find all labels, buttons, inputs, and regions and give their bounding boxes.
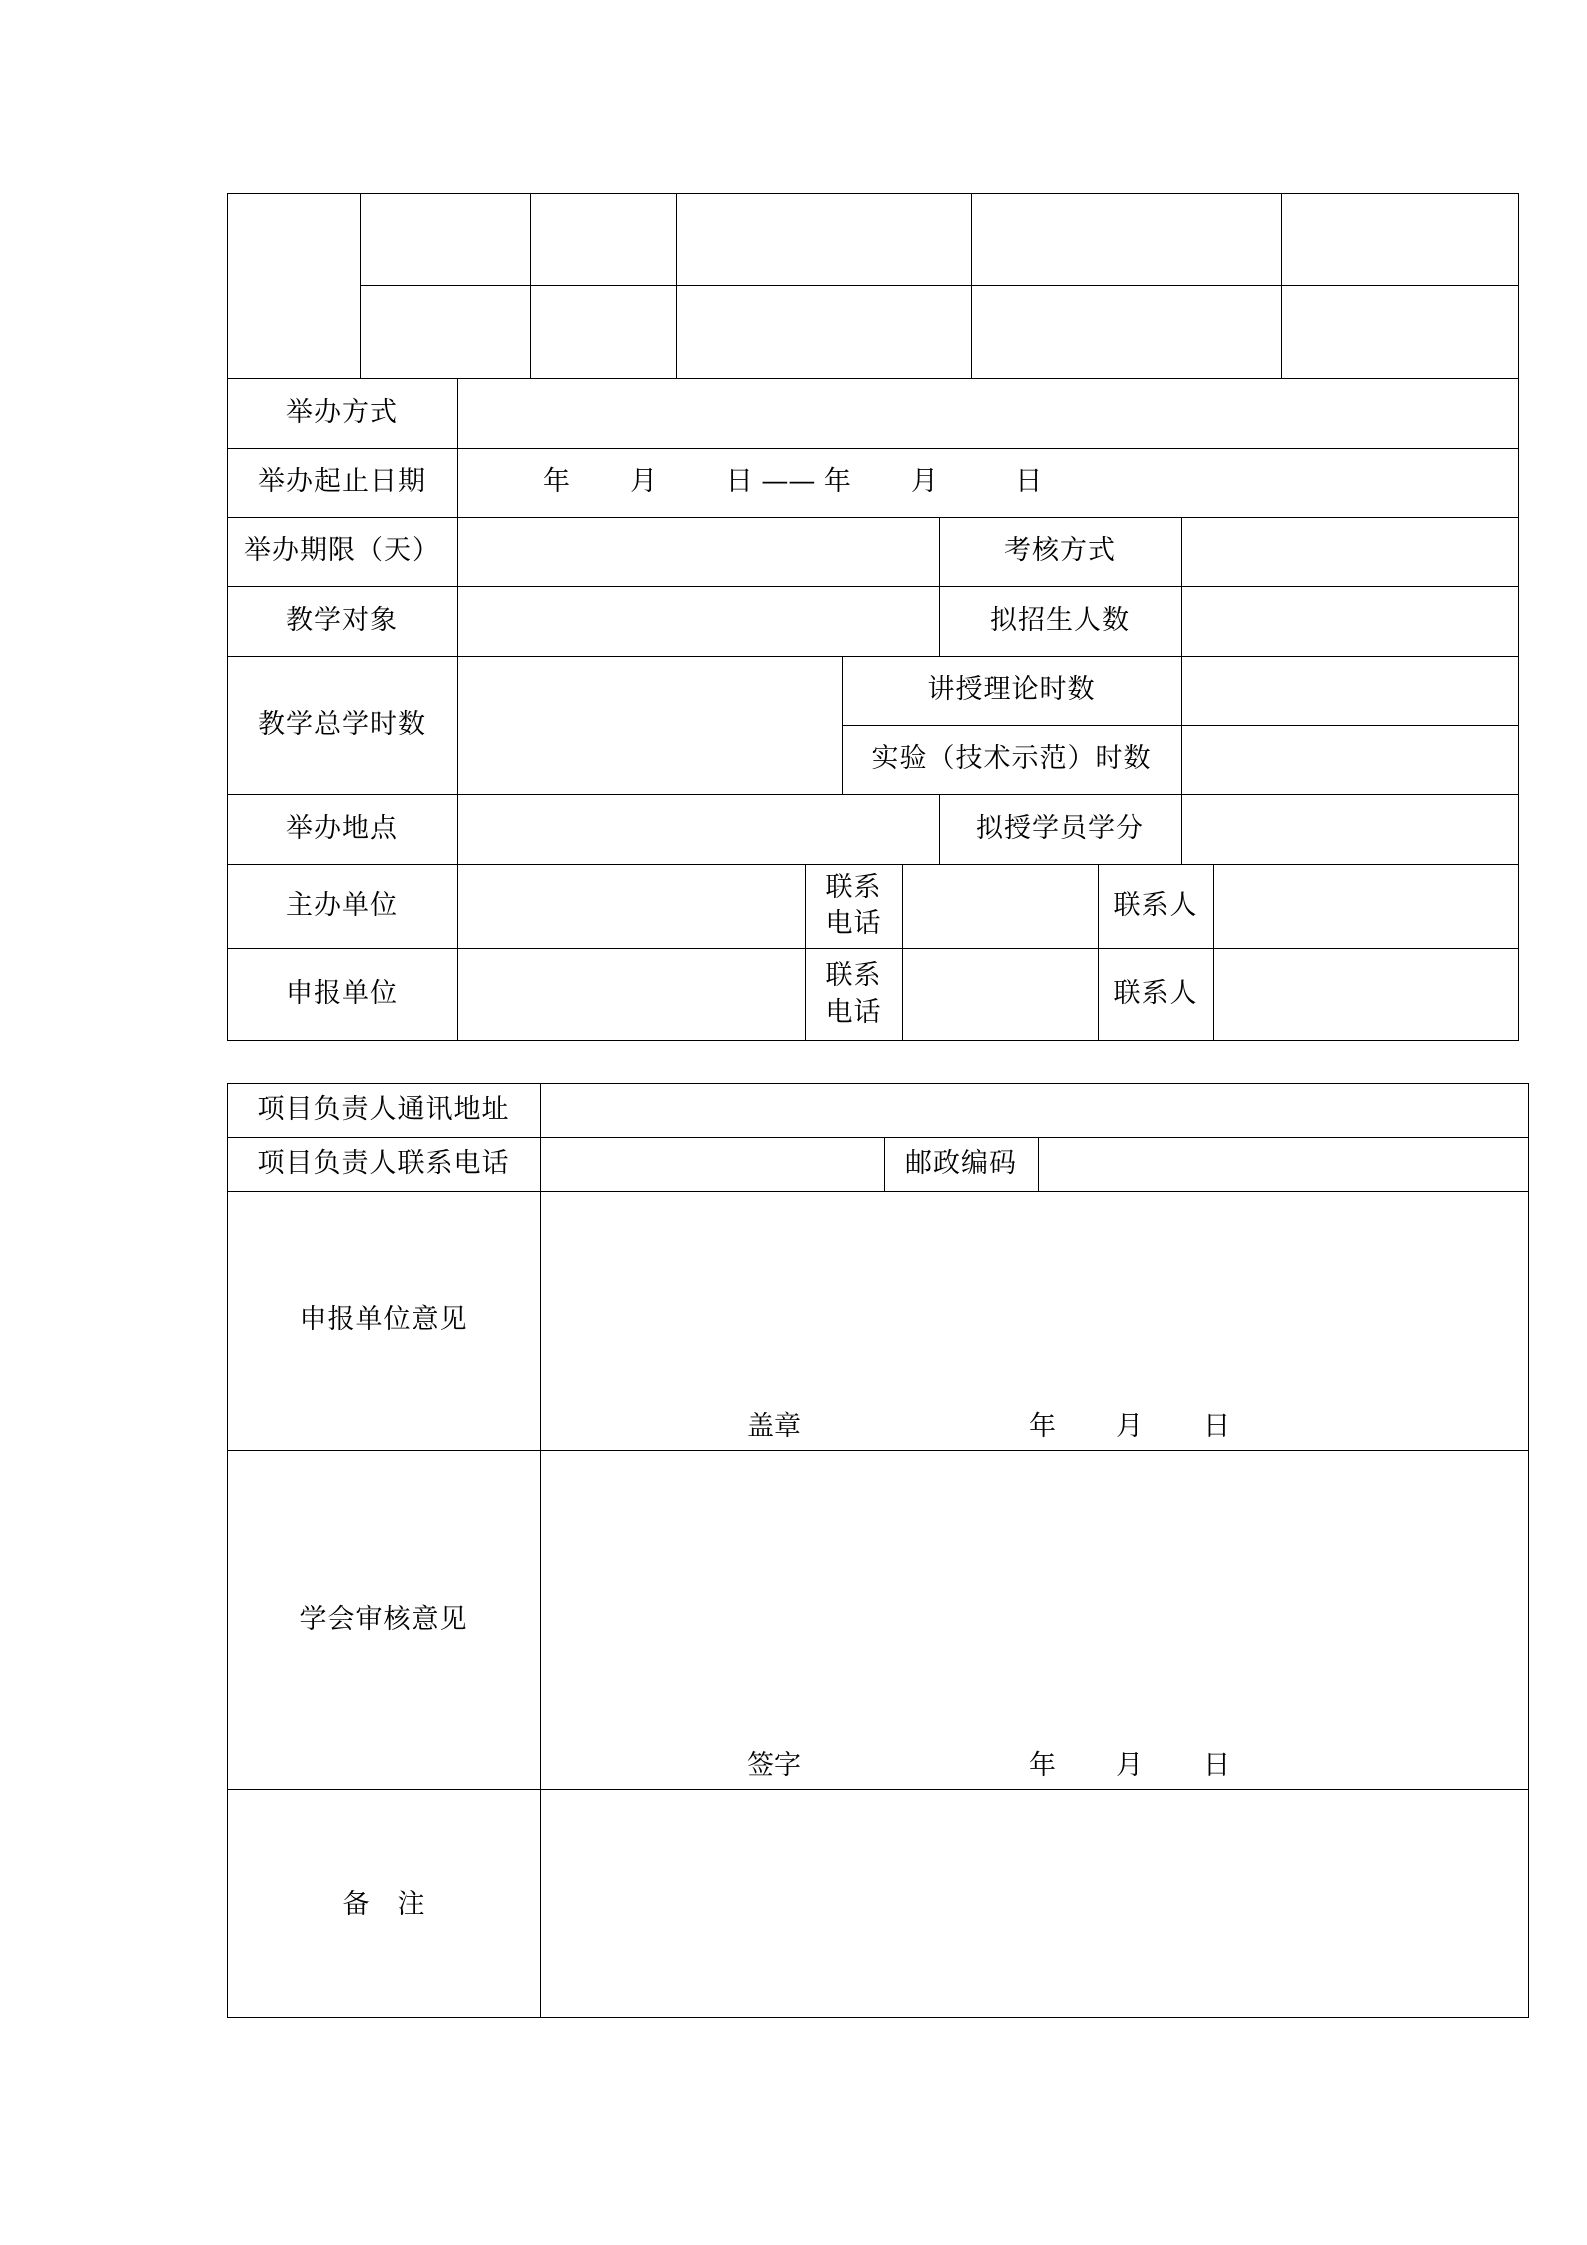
applicant-phone-line2: 电话	[825, 996, 882, 1028]
theory-hours-label: 讲授理论时数	[927, 674, 1096, 706]
table-divider	[1181, 517, 1182, 794]
target-audience-label: 教学对象	[286, 604, 398, 636]
applicant-opinion-label: 申报单位意见	[299, 1303, 468, 1335]
total-hours-label: 教学总学时数	[258, 708, 426, 740]
host-phone-line2: 电话	[825, 908, 882, 939]
applicant-contact-label: 联系人	[1113, 978, 1198, 1010]
leader-address-label: 项目负责人通讯地址	[257, 1093, 510, 1125]
seal-label: 盖章	[747, 1411, 801, 1442]
table-divider	[1038, 1137, 1039, 1191]
table-divider	[227, 1191, 1529, 1192]
leader-phone-label: 项目负责人联系电话	[257, 1147, 510, 1179]
table-divider	[227, 1450, 1529, 1451]
table-divider	[227, 1789, 1529, 1790]
table-divider	[902, 864, 903, 1041]
table-divider	[1213, 864, 1214, 1041]
host-phone-line1: 联系	[825, 871, 882, 903]
applicant-phone-line1: 联系	[825, 960, 882, 992]
planned-enrollment-label: 拟招生人数	[990, 604, 1130, 636]
venue-label: 举办地点	[286, 812, 398, 844]
duration-days-label: 举办期限（天）	[244, 535, 440, 567]
table-divider	[360, 285, 1519, 286]
signature-label: 签字	[747, 1750, 801, 1781]
applicant-date-text: 年 月 日	[1029, 1411, 1231, 1442]
organizing-method-label: 举办方式	[286, 396, 398, 428]
start-end-date-label: 举办起止日期	[258, 466, 426, 498]
postal-code-label: 邮政编码	[905, 1147, 1017, 1179]
host-unit-label: 主办单位	[286, 889, 398, 921]
table-divider	[540, 1083, 541, 2018]
society-review-label: 学会审核意见	[299, 1603, 468, 1635]
assessment-method-label: 考核方式	[1004, 535, 1116, 567]
society-date-text: 年 月 日	[1029, 1750, 1231, 1781]
host-contact-label: 联系人	[1113, 889, 1198, 921]
date-range-text: 年 月 日 —— 年 月 日	[543, 466, 1043, 497]
table-divider	[457, 378, 458, 1041]
table-divider	[1181, 794, 1182, 864]
applicant-phone-label	[805, 948, 902, 1041]
remarks-label: 备注	[342, 1888, 453, 1920]
practice-hours-label: 实验（技术示范）时数	[871, 743, 1152, 775]
applicant-unit-label: 申报单位	[286, 978, 398, 1010]
credits-label: 拟授学员学分	[976, 812, 1144, 844]
host-phone-label	[805, 864, 902, 948]
